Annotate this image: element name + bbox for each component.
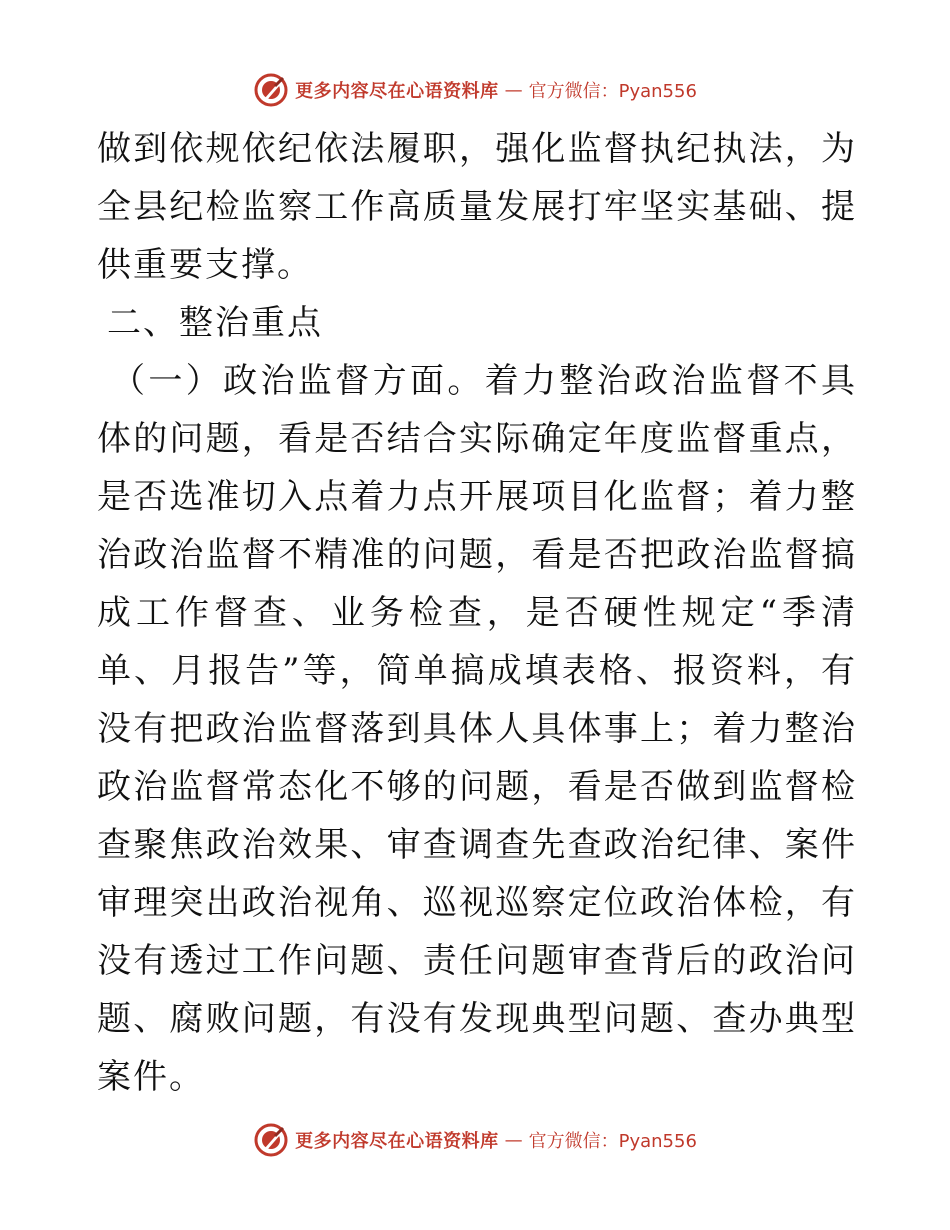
header-banner — [0, 70, 950, 110]
banner-separator: — — [504, 1129, 523, 1151]
paragraph-political-supervision: （一）政治监督方面。着力整治政治监督不具体的问题，看是否结合实际确定年度监督重点，是否选准切入点着力点开展项目化监督；着力整治政治监督不精准的问题，看是否把政治监督搞成工作督查、业务检查，是否硬性规定“季清单、月报告”等，简单搞成填表格、报资料，有没有把政治监督落到具体人具体事上；着力整治政治监督常态化不够的问题，看是否做到监督检查聚焦政治效果、审查调查先查政治纪律、案件审理突出政治视角、巡视巡察定位政治体检，有没有透过工作问题、责任问题审查背后的政治问题、腐败问题，有没有发现典型问题、查办典型案件。 — [97, 361, 857, 1097]
banner-separator: — — [504, 79, 523, 101]
banner-contact: 官方微信：Pyan556 — [528, 81, 697, 102]
pen-logo-icon — [253, 1122, 289, 1158]
document-body — [97, 120, 857, 1106]
section-heading: 二、整治重点 — [107, 303, 323, 343]
paragraph-continued: 做到依规依纪依法履职，强化监督执纪执法，为全县纪检监察工作高质量发展打牢坚实基础、提供重要支撑。 — [97, 129, 857, 285]
banner-title: 更多内容尽在心语资料库 — [295, 81, 499, 102]
pen-logo-icon — [253, 72, 289, 108]
banner-contact: 官方微信：Pyan556 — [528, 1131, 697, 1152]
banner-title: 更多内容尽在心语资料库 — [295, 1131, 499, 1152]
footer-banner — [0, 1120, 950, 1160]
